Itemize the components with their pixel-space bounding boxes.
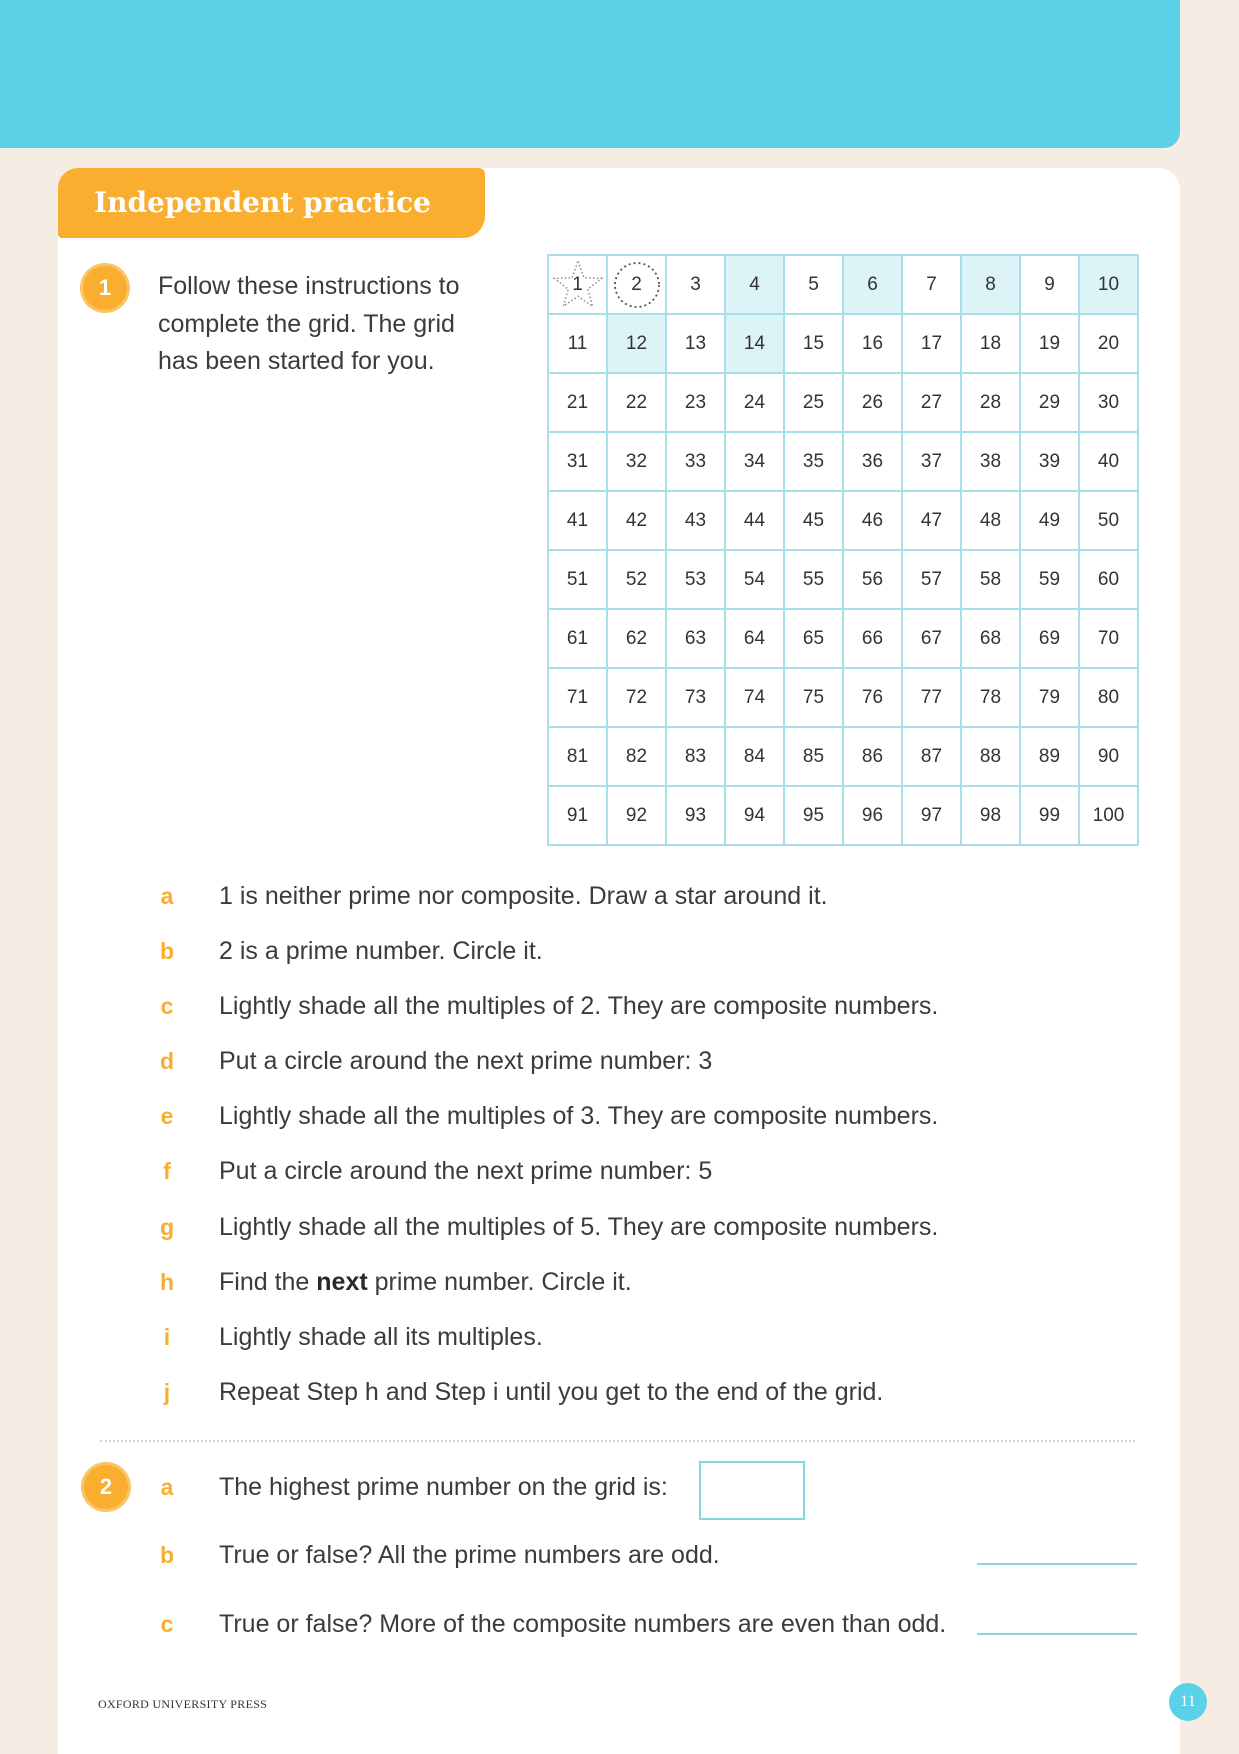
grid-number: 32: [625, 450, 648, 472]
step-text-emphasis: next: [316, 1267, 368, 1296]
grid-number: 23: [684, 391, 707, 413]
grid-number: 78: [979, 686, 1002, 708]
grid-number: 66: [861, 627, 884, 649]
grid-cell: [844, 551, 901, 608]
step-item: [0, 1365, 1239, 1420]
grid-cell: [1021, 787, 1078, 844]
grid-number: 17: [920, 332, 943, 354]
grid-number: 20: [1097, 332, 1120, 354]
grid-number: 82: [625, 745, 648, 767]
grid-number: 33: [684, 450, 707, 472]
grid-cell: [549, 492, 606, 549]
grid-number: 58: [979, 568, 1002, 590]
grid-number: 25: [802, 391, 825, 413]
grid-cell: [1080, 787, 1137, 844]
grid-cell: [667, 669, 724, 726]
grid-cell: [962, 433, 1019, 490]
grid-cell: [1080, 315, 1137, 372]
grid-number: 13: [684, 332, 707, 354]
section-divider: [100, 1440, 1135, 1442]
step-text: Lightly shade all the multiples of 2. They are composite numbers.: [219, 992, 939, 1021]
grid-number: 15: [802, 332, 825, 354]
grid-cell: [962, 551, 1019, 608]
grid-cell: [667, 787, 724, 844]
grid-cell: [844, 787, 901, 844]
step-text: Lightly shade all its multiples.: [219, 1322, 543, 1351]
grid-number: 81: [566, 745, 589, 767]
grid-cell: [1021, 551, 1078, 608]
grid-number: 71: [566, 686, 589, 708]
highest-prime-answer-box[interactable]: [699, 1461, 805, 1520]
grid-number: 2: [631, 273, 642, 295]
grid-number: 48: [979, 509, 1002, 531]
grid-cell: [785, 256, 842, 313]
grid-number: 92: [625, 804, 648, 826]
grid-number: 40: [1097, 450, 1120, 472]
step-item: [0, 869, 1239, 924]
step-text: 2 is a prime number. Circle it.: [219, 937, 543, 966]
step-item: [0, 1310, 1239, 1365]
grid-number: 97: [920, 804, 943, 826]
grid-cell: [667, 374, 724, 431]
grid-cell: [903, 610, 960, 667]
grid-number: 57: [920, 568, 943, 590]
grid-cell: [903, 551, 960, 608]
question-number-badge: 1: [80, 263, 130, 313]
step-item: [0, 1034, 1239, 1089]
grid-number: 80: [1097, 686, 1120, 708]
grid-cell: [549, 374, 606, 431]
grid-cell: [785, 610, 842, 667]
grid-cell: [549, 433, 606, 490]
question-2-part: [0, 1460, 1239, 1515]
grid-cell: [667, 315, 724, 372]
grid-cell: [785, 787, 842, 844]
grid-number: 26: [861, 391, 884, 413]
hundred-number-grid: [547, 254, 1139, 846]
grid-cell: [962, 669, 1019, 726]
question-1-steps: [0, 869, 1239, 1420]
grid-cell: [726, 551, 783, 608]
grid-number: 86: [861, 745, 884, 767]
grid-number: 64: [743, 627, 766, 649]
grid-number: 4: [749, 273, 760, 295]
grid-number: 51: [566, 568, 589, 590]
grid-cell: [903, 728, 960, 785]
grid-cell: [667, 492, 724, 549]
grid-number: 35: [802, 450, 825, 472]
grid-number: 44: [743, 509, 766, 531]
grid-number: 85: [802, 745, 825, 767]
grid-cell: [726, 315, 783, 372]
grid-cell: [903, 433, 960, 490]
grid-number: 93: [684, 804, 707, 826]
grid-cell: [1021, 315, 1078, 372]
grid-cell: [608, 492, 665, 549]
grid-number: 45: [802, 509, 825, 531]
grid-cell: [667, 256, 724, 313]
grid-cell: [1080, 374, 1137, 431]
grid-cell: [903, 315, 960, 372]
grid-cell: [726, 433, 783, 490]
grid-cell: [785, 551, 842, 608]
grid-cell: [1080, 256, 1137, 313]
part-letter: b: [159, 1542, 175, 1568]
grid-number: 21: [566, 391, 589, 413]
grid-cell: [608, 551, 665, 608]
step-letter: a: [160, 883, 174, 909]
grid-number: 89: [1038, 745, 1061, 767]
part-text: The highest prime number on the grid is:: [219, 1473, 668, 1501]
grid-number: 29: [1038, 391, 1061, 413]
grid-number: 7: [926, 273, 937, 295]
grid-cell: [667, 610, 724, 667]
part-letter: a: [160, 1474, 174, 1500]
grid-number: 37: [920, 450, 943, 472]
grid-cell: [962, 374, 1019, 431]
grid-number: 88: [979, 745, 1002, 767]
intro-line: complete the grid. The grid: [158, 309, 455, 338]
grid-cell: [667, 433, 724, 490]
grid-cell: [608, 787, 665, 844]
grid-cell: [608, 315, 665, 372]
grid-number: 70: [1097, 627, 1120, 649]
grid-cell: [1021, 374, 1078, 431]
grid-cell: [962, 787, 1019, 844]
grid-cell: [785, 492, 842, 549]
step-text: 1 is neither prime nor composite. Draw a star around it.: [219, 882, 828, 910]
grid-number: 18: [979, 332, 1002, 354]
grid-cell: [962, 315, 1019, 372]
grid-cell: [667, 551, 724, 608]
question-number-badge: 2: [81, 1462, 131, 1512]
step-letter: f: [163, 1158, 171, 1185]
grid-number: 73: [684, 686, 707, 708]
grid-cell: [1021, 610, 1078, 667]
grid-cell: [1080, 610, 1137, 667]
grid-cell: [962, 610, 1019, 667]
grid-number: 42: [625, 509, 648, 531]
grid-number: 14: [743, 332, 766, 354]
grid-number: 72: [625, 686, 648, 708]
grid-number: 84: [743, 745, 766, 767]
grid-cell: [903, 374, 960, 431]
part-text: True or false? More of the composite numbers are even than odd.: [219, 1610, 947, 1638]
grid-cell: [726, 374, 783, 431]
grid-number: 99: [1038, 804, 1061, 826]
grid-number: 75: [802, 686, 825, 708]
grid-cell: [608, 374, 665, 431]
grid-number: 50: [1097, 509, 1120, 531]
grid-number: 59: [1038, 568, 1061, 590]
grid-cell: [549, 728, 606, 785]
grid-cell: [1021, 256, 1078, 313]
grid-cell: [726, 728, 783, 785]
grid-number: 96: [861, 804, 884, 826]
grid-number: 46: [861, 509, 884, 531]
grid-cell: [608, 669, 665, 726]
grid-cell: [962, 728, 1019, 785]
grid-number: 67: [920, 627, 943, 649]
step-text-end: prime number. Circle it.: [367, 1267, 632, 1296]
grid-number: 95: [802, 804, 825, 826]
grid-number: 39: [1038, 450, 1061, 472]
grid-cell: [1080, 492, 1137, 549]
grid-number: 100: [1092, 804, 1125, 826]
grid-cell: [608, 256, 665, 313]
grid-number: 87: [920, 745, 943, 767]
grid-cell: [1080, 433, 1137, 490]
grid-cell: [608, 728, 665, 785]
grid-number: 77: [920, 686, 943, 708]
grid-cell: [844, 433, 901, 490]
intro-line: Follow these instructions to: [158, 272, 460, 300]
grid-number: 8: [985, 273, 996, 295]
step-text: Lightly shade all the multiples of 5. They are composite numbers.: [219, 1212, 939, 1241]
step-letter: c: [160, 993, 174, 1020]
grid-number: 76: [861, 686, 884, 708]
grid-cell: [726, 492, 783, 549]
grid-cell: [1021, 433, 1078, 490]
grid-number: 28: [979, 391, 1002, 413]
step-letter: d: [159, 1048, 175, 1075]
grid-number: 83: [684, 745, 707, 767]
true-false-answer-line-b[interactable]: [977, 1541, 1137, 1565]
grid-number: 27: [920, 391, 943, 413]
grid-number: 62: [625, 627, 648, 649]
grid-cell: [785, 669, 842, 726]
grid-cell: [785, 728, 842, 785]
grid-cell: [1080, 728, 1137, 785]
grid-number: 16: [861, 332, 884, 354]
grid-number: 56: [861, 568, 884, 590]
grid-number: 9: [1044, 273, 1055, 295]
step-item: [0, 979, 1239, 1034]
grid-cell: [844, 492, 901, 549]
grid-cell: [726, 787, 783, 844]
grid-number: 24: [743, 391, 766, 413]
grid-cell: [1021, 728, 1078, 785]
part-text: True or false? All the prime numbers are odd.: [219, 1541, 720, 1569]
grid-cell: [844, 256, 901, 313]
true-false-answer-line-c[interactable]: [977, 1611, 1137, 1635]
page-number-badge: 11: [1169, 1683, 1207, 1721]
grid-cell: [844, 315, 901, 372]
grid-cell: [844, 610, 901, 667]
grid-number: 79: [1038, 686, 1061, 708]
grid-cell: [549, 551, 606, 608]
grid-cell: [903, 256, 960, 313]
grid-number: 52: [625, 568, 648, 590]
step-item: [0, 1144, 1239, 1199]
step-item: [0, 1255, 1239, 1310]
step-item: [0, 924, 1239, 979]
grid-number: 49: [1038, 509, 1061, 531]
step-letter: e: [160, 1103, 174, 1130]
grid-cell: [903, 492, 960, 549]
section-title: Independent practice: [94, 186, 431, 219]
grid-number: 53: [684, 568, 707, 590]
grid-number: 61: [566, 627, 589, 649]
grid-number: 34: [743, 450, 766, 472]
grid-cell: [1080, 669, 1137, 726]
grid-cell: [549, 610, 606, 667]
grid-number: 69: [1038, 627, 1061, 649]
grid-number: 22: [625, 391, 648, 413]
step-item: [0, 1200, 1239, 1255]
step-letter: h: [159, 1268, 175, 1295]
step-text: [219, 1255, 632, 1310]
grid-cell: [549, 256, 606, 313]
grid-cell: [726, 669, 783, 726]
grid-cell: [962, 492, 1019, 549]
step-text: Put a circle around the next prime number: 3: [219, 1047, 713, 1076]
grid-number: 38: [979, 450, 1002, 472]
grid-cell: [903, 669, 960, 726]
grid-number: 30: [1097, 391, 1120, 413]
step-text: Repeat Step h and Step i until you get to the end of the grid.: [219, 1377, 884, 1406]
grid-number: 68: [979, 627, 1002, 649]
grid-cell: [844, 669, 901, 726]
grid-cell: [785, 374, 842, 431]
step-text: Put a circle around the next prime number: 5: [219, 1157, 713, 1186]
step-text: Lightly shade all the multiples of 3. They are composite numbers.: [219, 1102, 939, 1131]
grid-number: 5: [808, 273, 819, 295]
grid-number: 11: [567, 332, 588, 354]
grid-number: 98: [979, 804, 1002, 826]
publisher-name: OXFORD UNIVERSITY PRESS: [98, 1697, 268, 1711]
grid-cell: [1021, 669, 1078, 726]
grid-number: 31: [566, 450, 589, 472]
grid-number: 19: [1038, 332, 1061, 354]
step-letter: j: [163, 1378, 171, 1405]
question-1-intro: [158, 268, 460, 381]
step-letter: g: [159, 1213, 175, 1240]
intro-line: has been started for you.: [158, 347, 435, 375]
grid-cell: [844, 728, 901, 785]
grid-cell: [549, 787, 606, 844]
grid-cell: [726, 256, 783, 313]
top-banner: [0, 0, 1180, 148]
grid-cell: [1080, 551, 1137, 608]
grid-number: 91: [566, 804, 589, 826]
grid-number: 1: [572, 273, 583, 295]
grid-number: 6: [867, 273, 878, 295]
step-letter: i: [163, 1323, 171, 1350]
grid-cell: [549, 315, 606, 372]
grid-cell: [608, 610, 665, 667]
grid-number: 94: [743, 804, 766, 826]
grid-number: 3: [690, 273, 701, 295]
grid-cell: [549, 669, 606, 726]
section-tab: [58, 168, 485, 238]
grid-cell: [962, 256, 1019, 313]
grid-number: 36: [861, 450, 884, 472]
grid-number: 63: [684, 627, 707, 649]
step-item: [0, 1089, 1239, 1144]
grid-number: 54: [743, 568, 766, 590]
grid-cell: [785, 433, 842, 490]
grid-number: 55: [802, 568, 825, 590]
grid-number: 60: [1097, 568, 1120, 590]
grid-number: 65: [802, 627, 825, 649]
part-letter: c: [160, 1611, 174, 1637]
grid-cell: [903, 787, 960, 844]
grid-cell: [726, 610, 783, 667]
grid-number: 47: [920, 509, 943, 531]
step-letter: b: [159, 938, 175, 965]
grid-number: 43: [684, 509, 707, 531]
grid-number: 74: [743, 686, 766, 708]
grid-cell: [667, 728, 724, 785]
grid-number: 10: [1097, 273, 1120, 295]
grid-number: 41: [566, 509, 589, 531]
step-text-start: Find the: [219, 1267, 317, 1296]
grid-cell: [608, 433, 665, 490]
grid-number: 90: [1097, 745, 1120, 767]
grid-cell: [1021, 492, 1078, 549]
grid-number: 12: [625, 332, 648, 354]
grid-cell: [785, 315, 842, 372]
grid-cell: [844, 374, 901, 431]
